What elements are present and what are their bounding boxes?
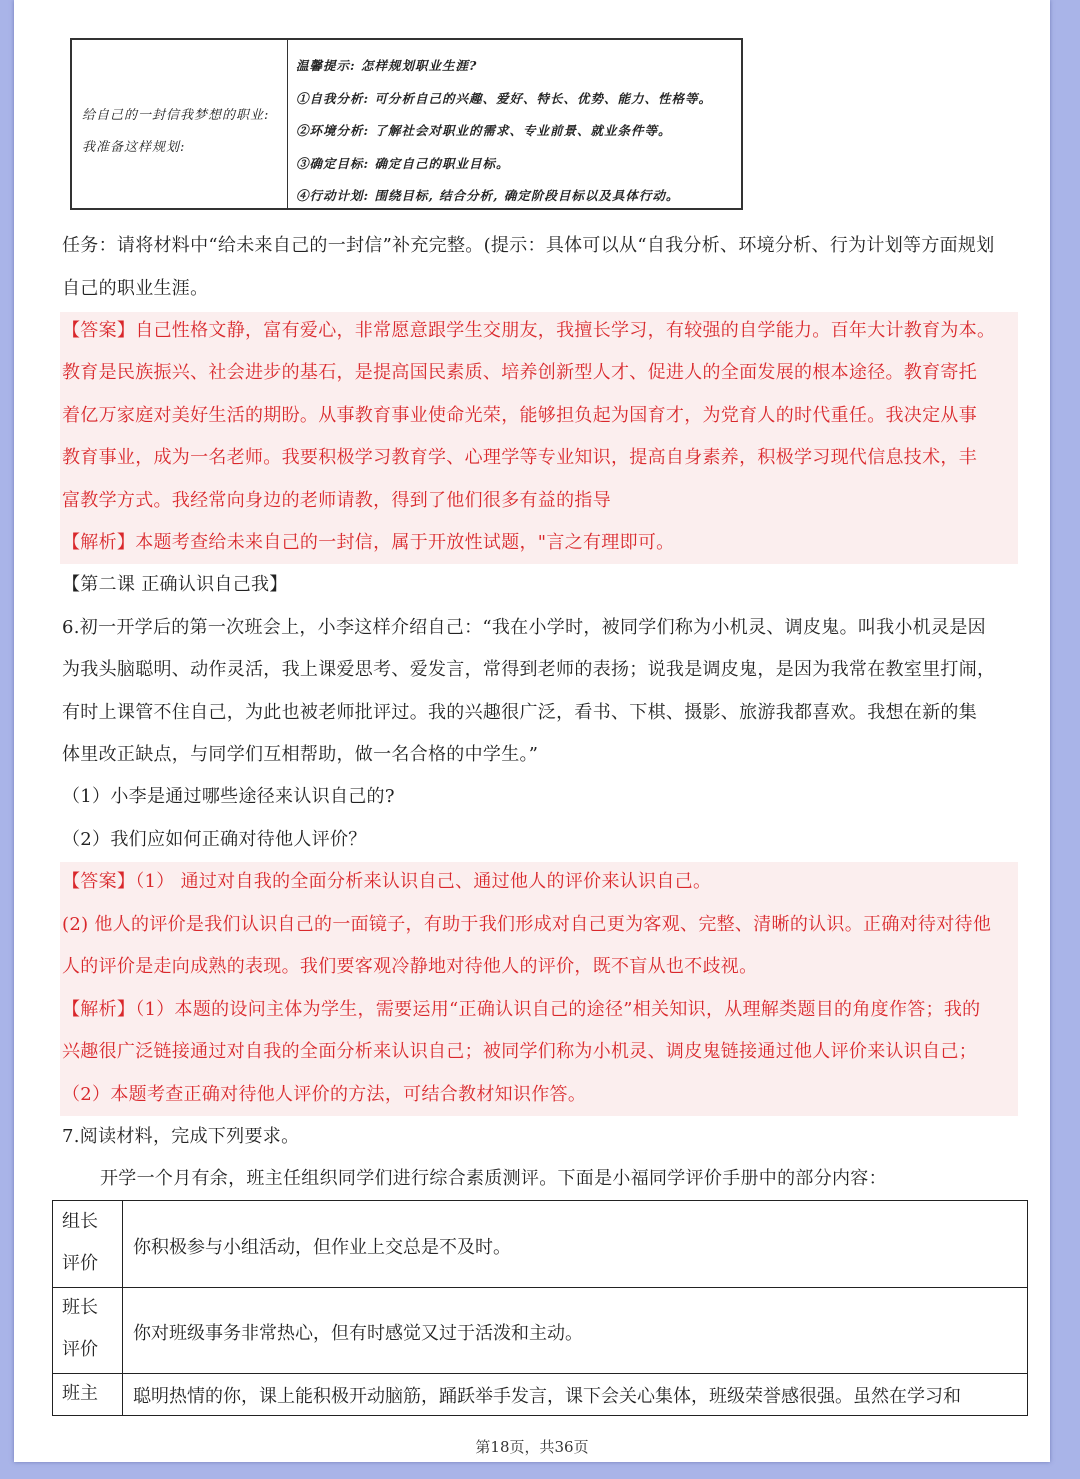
analysis-tag: 【解析】	[62, 999, 136, 1020]
letter-prompt-cell	[72, 40, 288, 208]
analysis-text: （1）本题的设问主体为学生，需要运用“正确认识自己的途径”相关知识，从理解类题目的角度作答；我的	[135, 999, 981, 1020]
answer-line: 教育是民族振兴、社会进步的基石，是提高国民素质、培养创新型人才、促进人的全面发展的根本途径。教育寄托	[62, 362, 977, 383]
question-intro: 开学一个月有余，班主任组织同学们进行综合素质测评。下面是小福同学评价手册中的部分内容：	[100, 1168, 887, 1189]
task-line: 自己的职业生涯。	[62, 278, 209, 299]
row-label-line: 评价	[62, 1253, 98, 1274]
answer-text: （1） 通过对自我的全面分析来认识自己、通过他人的评价来认识自己。	[135, 871, 712, 892]
document-page	[14, 0, 1050, 1462]
letter-prompt-line: 给自己的一封信我梦想的职业:	[82, 108, 270, 123]
question-line: 6.初一开学后的第一次班会上，小李这样介绍自己：“我在小学时，被同学们称为小机灵、调皮鬼。叫我小机灵是因	[62, 617, 986, 638]
tip-line: ③确定目标: 确定自己的职业目标。	[296, 155, 510, 171]
answer-tag: 【答案】	[62, 871, 136, 892]
planning-tips-cell	[288, 40, 741, 208]
analysis-tag: 【解析】	[62, 532, 136, 553]
letter-prompt-line: 我准备这样规划:	[82, 140, 186, 155]
row-text: 你积极参与小组活动，但作业上交总是不及时。	[133, 1237, 511, 1258]
row-label-line: 组长	[62, 1211, 98, 1232]
analysis-text: 本题考查给未来自己的一封信，属于开放性试题，"言之有理即可。	[135, 532, 675, 553]
question-title: 7.阅读材料，完成下列要求。	[62, 1126, 300, 1147]
task-line: 任务：请将材料中“给未来自己的一封信”补充完整。(提示：具体可以从“自我分析、环境分析、行为计划等方面规划	[62, 235, 995, 256]
answer-line: 人的评价是走向成熟的表现。我们要客观冷静地对待他人的评价，既不盲从也不歧视。	[62, 956, 758, 977]
evaluation-table	[52, 1200, 1028, 1416]
row-text: 你对班级事务非常热心，但有时感觉又过于活泼和主动。	[133, 1323, 583, 1344]
answer-text: 自己性格文静，富有爱心，非常愿意跟学生交朋友，我擅长学习，有较强的自学能力。百年大计教育为本。	[135, 320, 996, 341]
table-row	[53, 1373, 1027, 1415]
analysis-line	[62, 522, 1022, 564]
question-line: 有时上课管不住自己，为此也被老师批评过。我的兴趣很广泛，看书、下棋、摄影、旅游我都喜欢。我想在新的集	[62, 702, 977, 723]
analysis-line	[62, 989, 1022, 1031]
analysis-line: 兴趣很广泛链接通过对自我的全面分析来认识自己；被同学们称为小机灵、调皮鬼链接通过他人评价来认识自己；	[62, 1041, 977, 1062]
row-label	[53, 1201, 123, 1287]
row-label	[53, 1287, 123, 1373]
section-title: 【第二课 正确认识自己我】	[62, 574, 288, 595]
sub-question: （1）小李是通过哪些途径来认识自己的?	[62, 786, 395, 807]
row-label	[53, 1373, 123, 1415]
question-line: 体里改正缺点，与同学们互相帮助，做一名合格的中学生。”	[62, 744, 539, 765]
table-row	[53, 1287, 1027, 1374]
answer-line: 富教学方式。我经常向身边的老师请教，得到了他们很多有益的指导	[62, 490, 611, 511]
answer-line: 着亿万家庭对美好生活的期盼。从事教育事业使命光荣，能够担负起为国育才，为党育人的时代重任。我决定从事	[62, 405, 977, 426]
row-label-line: 班主	[62, 1383, 98, 1404]
answer-line: 教育事业，成为一名老师。我要积极学习教育学、心理学等专业知识，提高自身素养，积极学习现代信息技术，丰	[62, 447, 977, 468]
tip-line: ①自我分析: 可分析自己的兴趣、爱好、特长、优势、能力、性格等。	[296, 90, 712, 106]
answer-tag: 【答案】	[62, 320, 136, 341]
answer-line	[62, 310, 1022, 352]
handwritten-letter-table	[70, 38, 743, 210]
answer-line: (2) 他人的评价是我们认识自己的一面镜子，有助于我们形成对自己更为客观、完整、清晰的认识。正确对待对待他	[62, 914, 992, 935]
table-row	[53, 1201, 1027, 1288]
analysis-line: （2）本题考查正确对待他人评价的方法，可结合教材知识作答。	[62, 1084, 587, 1105]
answer-line	[62, 861, 1022, 903]
page-number: 第18页，共36页	[475, 1438, 589, 1456]
sub-question: （2）我们应如何正确对待他人评价？	[62, 829, 367, 850]
tip-line: ④行动计划: 围绕目标, 结合分析, 确定阶段目标以及具体行动。	[296, 188, 680, 203]
tip-line: ②环境分析: 了解社会对职业的需求、专业前景、就业条件等。	[296, 123, 672, 138]
question-line: 为我头脑聪明、动作灵活，我上课爱思考、爱发言，常得到老师的表扬；说我是调皮鬼，是因为我常在教室里打闹，	[62, 659, 996, 680]
row-text: 聪明热情的你，课上能积极开动脑筋，踊跃举手发言，课下会关心集体，班级荣誉感很强。虽然在学习和	[133, 1386, 961, 1407]
tip-line: 温馨提示: 怎样规划职业生涯?	[296, 58, 478, 73]
row-label-line: 评价	[62, 1339, 98, 1360]
row-label-line: 班长	[62, 1297, 98, 1318]
